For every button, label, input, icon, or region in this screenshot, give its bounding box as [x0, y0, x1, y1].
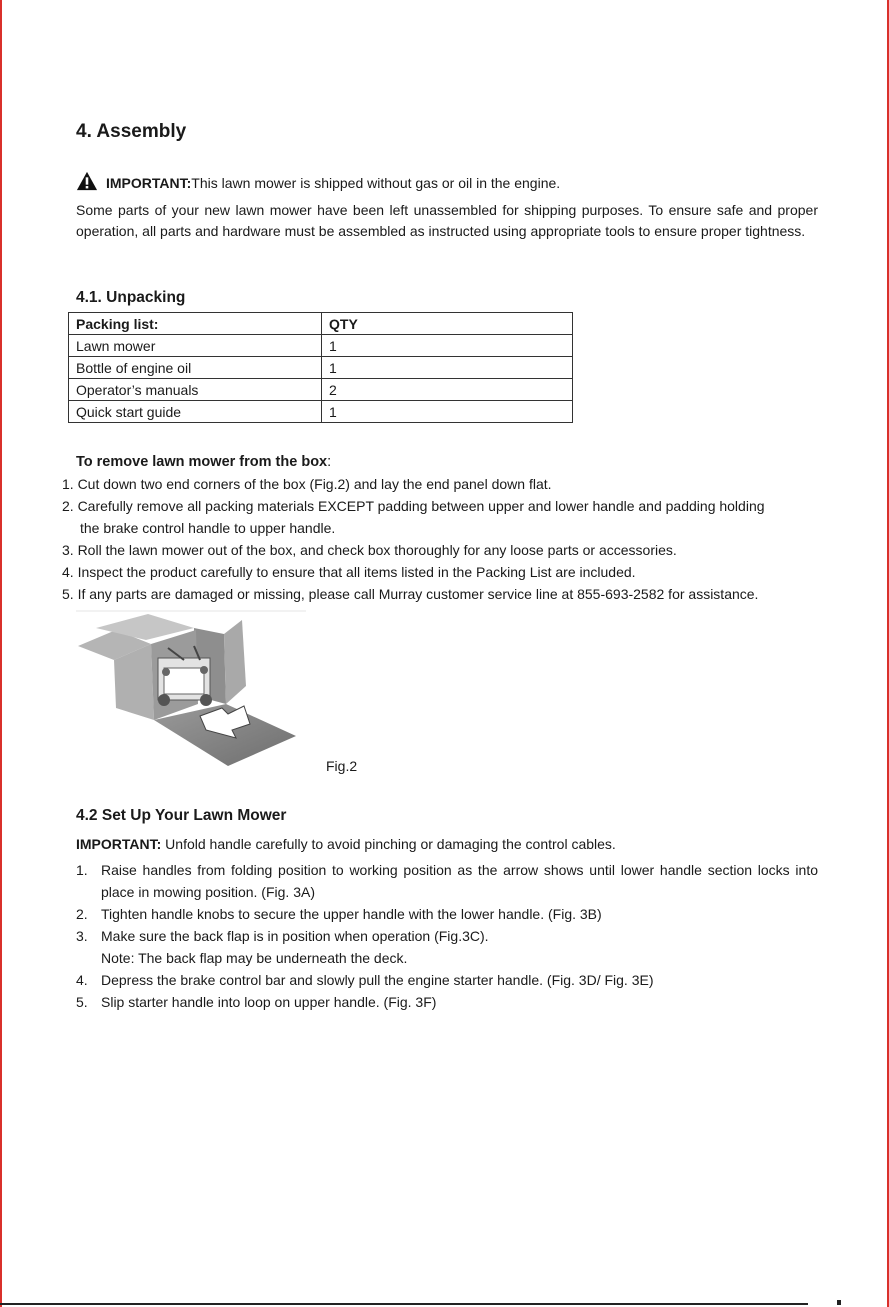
list-item: 4. Depress the brake control bar and slowly pull the engine starter handle. (Fig. 3D/ Fig. 3E): [76, 972, 654, 988]
setup-steps-list: [76, 859, 818, 1013]
table-header: Packing list:: [69, 313, 322, 335]
page-marker: [837, 1300, 841, 1305]
packing-table: [68, 312, 573, 423]
remove-instructions-title: To remove lawn mower from the box:: [76, 454, 332, 470]
table-row: [69, 357, 573, 379]
list-item: 2. Carefully remove all packing materials EXCEPT padding between upper and lower handle and padding holding: [62, 498, 765, 514]
table-cell: Operator’s manuals: [69, 379, 322, 401]
page-left-edge: [0, 0, 2, 1307]
setup-important-notice: IMPORTANT: Unfold handle carefully to avoid pinching or damaging the control cables.: [76, 836, 616, 852]
important-text: This lawn mower is shipped without gas or oil in the engine.: [191, 175, 561, 191]
important-notice: [76, 170, 560, 192]
table-cell: Bottle of engine oil: [69, 357, 322, 379]
list-item: 5. If any parts are damaged or missing, please call Murray customer service line at 855-693-2582 for assistance.: [62, 586, 759, 602]
table-cell: 2: [322, 379, 573, 401]
section-title: 4. Assembly: [76, 121, 187, 142]
table-header-row: [69, 313, 573, 335]
table-cell: Lawn mower: [69, 335, 322, 357]
table-row: [69, 335, 573, 357]
footer-rule: [0, 1303, 808, 1305]
table-row: [69, 401, 573, 423]
table-cell: 1: [322, 357, 573, 379]
list-item: 5. Slip starter handle into loop on upper handle. (Fig. 3F): [76, 994, 437, 1010]
table-header: QTY: [322, 313, 573, 335]
list-item: 3. Make sure the back flap is in position when operation (Fig.3C).: [76, 928, 489, 944]
list-item: 3. Roll the lawn mower out of the box, and check box thoroughly for any loose parts or accessories.: [62, 542, 677, 558]
warning-triangle-icon: [76, 170, 98, 192]
list-item-note: Note: The back flap may be underneath the deck.: [101, 950, 408, 966]
remove-steps-list: [62, 473, 822, 605]
setup-title: 4.2 Set Up Your Lawn Mower: [76, 807, 287, 824]
table-cell: 1: [322, 335, 573, 357]
important-label: IMPORTANT:: [106, 175, 192, 191]
intro-paragraph: Some parts of your new lawn mower have been left unassembled for shipping purposes. To ensure safe and proper operation, all parts and hardware must be assembled as instructed using appropriate tools to ensure proper tightness.: [76, 202, 818, 239]
unpacking-title: 4.1. Unpacking: [76, 289, 186, 306]
figure-label: Fig.2: [326, 758, 358, 774]
table-cell: 1: [322, 401, 573, 423]
unboxing-illustration: [76, 608, 306, 778]
list-item: 4. Inspect the product carefully to ensure that all items listed in the Packing List are included.: [62, 564, 636, 580]
list-item: 1. Raise handles from folding position to working position as the arrow shows until lower handle section locks into place in mowing position. (Fig. 3A): [76, 862, 818, 900]
table-cell: Quick start guide: [69, 401, 322, 423]
table-row: [69, 379, 573, 401]
assembly-section: [62, 118, 818, 1010]
list-item: 1. Cut down two end corners of the box (Fig.2) and lay the end panel down flat.: [62, 476, 552, 492]
list-item: 2. Tighten handle knobs to secure the upper handle with the lower handle. (Fig. 3B): [76, 906, 602, 922]
list-item-continuation: the brake control handle to upper handle.: [80, 520, 336, 536]
